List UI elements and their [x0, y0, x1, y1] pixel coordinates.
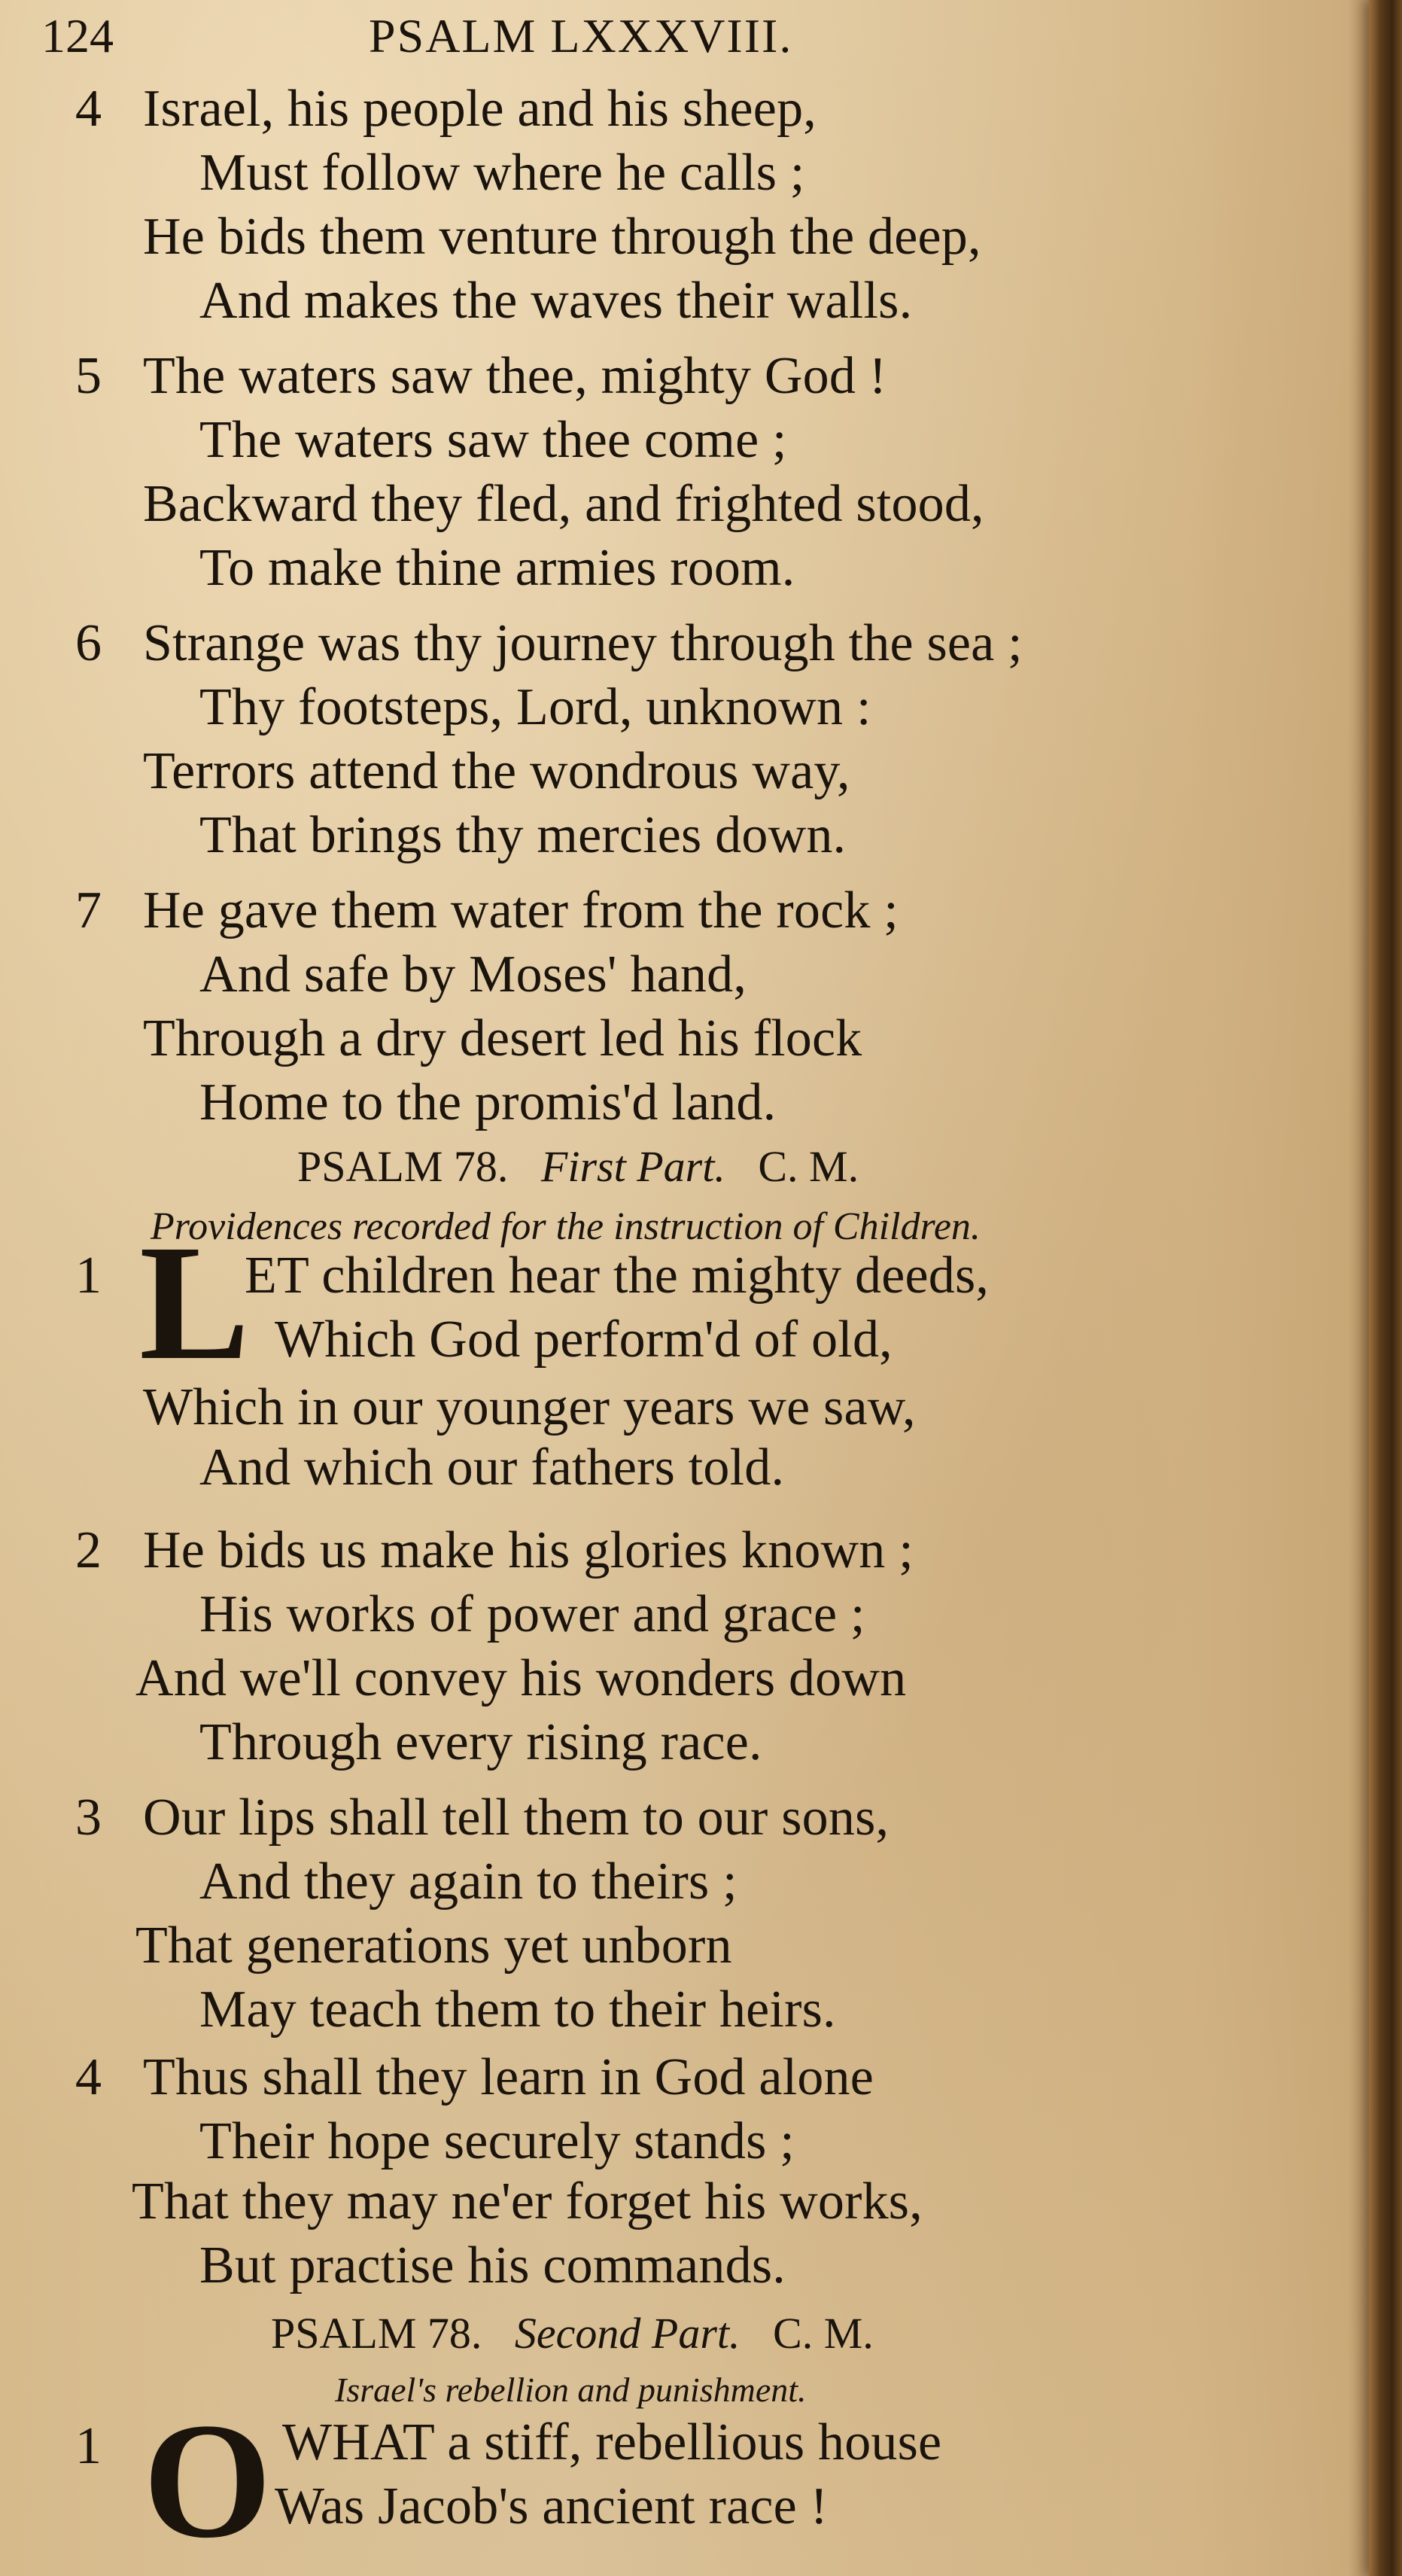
verse-line: And we'll convey his wonders down — [135, 1649, 907, 1707]
verse-line: The waters saw thee, mighty God ! — [143, 347, 887, 405]
verse-line: Was Jacob's ancient race ! — [275, 2477, 829, 2535]
verse-line: Their hope securely stands ; — [199, 2112, 795, 2170]
verse-line: The waters saw thee come ; — [199, 411, 787, 469]
book-spine — [1369, 0, 1402, 2576]
verse-line: Must follow where he calls ; — [199, 144, 805, 202]
drop-cap: O — [143, 2389, 272, 2572]
verse-line: Thy footsteps, Lord, unknown : — [199, 678, 871, 736]
stanza-number: 1 — [75, 1247, 102, 1305]
verse-line: Thus shall they learn in God alone — [143, 2048, 874, 2106]
verse-line: Home to the promis'd land. — [199, 1073, 777, 1131]
stanza-number: 6 — [75, 614, 102, 672]
heading-meter: C. M. — [758, 1142, 859, 1191]
verse-line: That generations yet unborn — [135, 1917, 732, 1975]
stanza-number: 4 — [75, 2048, 102, 2106]
heading-psalm: PSALM 78. — [271, 2309, 482, 2358]
verse-line: That brings thy mercies down. — [199, 806, 847, 864]
psalm-heading — [271, 2307, 874, 2360]
verse-line: Our lips shall tell them to our sons, — [143, 1789, 890, 1847]
verse-line: And makes the waves their walls. — [199, 272, 913, 330]
stanza-number: 2 — [75, 1521, 102, 1579]
verse-line: ET children hear the mighty deeds, — [245, 1247, 990, 1305]
verse-line: Backward they fled, and frighted stood, — [143, 475, 984, 533]
heading-part: Second Part. — [514, 2309, 741, 2358]
stanza-number: 1 — [75, 2417, 102, 2475]
verse-line: And they again to theirs ; — [199, 1853, 737, 1911]
verse-line: He bids us make his glories known ; — [143, 1521, 914, 1579]
verse-line: But practise his commands. — [199, 2236, 786, 2294]
page-number: 124 — [41, 9, 114, 62]
heading-psalm: PSALM 78. — [297, 1142, 509, 1191]
verse-line: He gave them water from the rock ; — [143, 882, 899, 939]
verse-line: Strange was thy journey through the sea ; — [143, 614, 1023, 672]
verse-line: Israel, his people and his sheep, — [143, 80, 817, 138]
verse-line: And which our fathers told. — [199, 1439, 785, 1497]
running-head: PSALM LXXXVIII. — [369, 9, 793, 62]
drop-cap: L — [139, 1210, 250, 1394]
stanza-number: 5 — [75, 347, 102, 405]
verse-line: His works of power and grace ; — [199, 1585, 865, 1643]
heading-meter: C. M. — [773, 2309, 874, 2358]
verse-line: Which in our younger years we saw, — [143, 1378, 916, 1436]
verse-line: And safe by Moses' hand, — [199, 945, 747, 1003]
heading-part: First Part. — [540, 1142, 725, 1191]
verse-line: WHAT a stiff, rebellious house — [282, 2413, 942, 2471]
verse-line: That they may ne'er forget his works, — [132, 2173, 923, 2230]
verse-line: To make thine armies room. — [199, 539, 795, 597]
psalm-subtitle: Israel's rebellion and punishment. — [335, 2370, 807, 2409]
verse-line: May teach them to their heirs. — [199, 1981, 836, 2039]
stanza-number: 3 — [75, 1789, 102, 1847]
verse-line: Which God perform'd of old, — [275, 1311, 893, 1369]
stanza-number: 7 — [75, 882, 102, 939]
verse-line: Terrors attend the wondrous way, — [143, 742, 850, 800]
page-header — [41, 6, 1336, 66]
stanza-number: 4 — [75, 80, 102, 138]
psalm-subtitle: Providences recorded for the instruction of Children. — [151, 1205, 981, 1248]
page-gutter-shadow — [1348, 0, 1369, 2576]
verse-line: He bids them venture through the deep, — [143, 208, 981, 266]
verse-line: Through a dry desert led his flock — [143, 1009, 862, 1067]
verse-line: Through every rising race. — [199, 1713, 762, 1771]
psalm-heading — [297, 1140, 859, 1193]
